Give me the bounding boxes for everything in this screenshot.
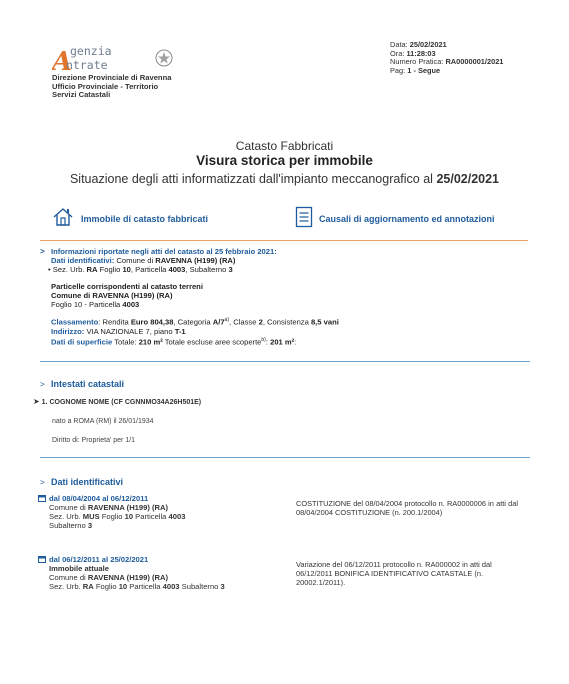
entry-subalterno-label: Subalterno — [181, 582, 219, 591]
dati-label: Dati identificativi: — [51, 256, 115, 265]
arrow-right-icon: ➤ — [33, 397, 40, 406]
classamento-text: : Rendita — [98, 317, 129, 327]
dati-comune: RAVENNA (H199) (RA) — [155, 256, 236, 265]
entry-sez-value: RA — [82, 582, 94, 591]
entry-foglio-value: 10 — [118, 582, 128, 591]
agenzia-entrate-logo — [52, 44, 177, 74]
classamento-line — [40, 316, 530, 327]
indirizzo-label: Indirizzo: — [51, 326, 85, 336]
info-section — [40, 247, 530, 346]
entry-immobile-attuale: Immobile attuale — [49, 564, 109, 573]
categoria-value: A/7 — [212, 317, 225, 327]
section-nav — [52, 204, 532, 232]
intestatario-diritto: Diritto di: Proprieta' per 1/1 — [52, 437, 136, 444]
consistenza-label: , Consistenza — [262, 317, 309, 327]
entry-particella-value: 4003 — [162, 582, 180, 591]
office-line: Servizi Catastali — [52, 90, 111, 100]
subalterno-label: , Subalterno — [185, 265, 227, 274]
terreni-foglio-value: 10 — [73, 300, 83, 309]
terreni-comune: Comune di RAVENNA (H199) (RA) — [51, 291, 173, 300]
entry-sez-label: Sez. Urb. — [49, 582, 81, 591]
divider — [40, 457, 530, 458]
history-entry-causale: COSTITUZIONE del 08/04/2004 protocollo n. RA0000006 in atti dal 08/04/2004 COSTITUZIONE (n. 200.1/2004) — [296, 499, 518, 517]
superficie-colon: : — [265, 337, 268, 347]
document-list-icon — [295, 206, 313, 228]
document-situation — [0, 172, 569, 186]
intestati-heading[interactable] — [40, 374, 124, 392]
history-entry — [38, 555, 288, 591]
entry-foglio-value: 10 — [124, 512, 134, 521]
data-label: Data: — [390, 40, 408, 49]
entry-particella-label: Particella — [129, 582, 161, 591]
entry-particella-value: 4003 — [168, 512, 186, 521]
foglio-label: Foglio — [99, 265, 121, 274]
office-block — [52, 74, 171, 100]
causali-link[interactable]: Causali di aggiornamento ed annotazioni — [319, 214, 495, 224]
entry-comune-label: Comune di — [49, 503, 86, 512]
pag-label: Pag: — [390, 65, 406, 75]
entry-subalterno-value: 3 — [220, 582, 225, 591]
categoria-note: a) — [224, 317, 230, 323]
house-icon — [52, 206, 74, 228]
pag-value: 1 - Segue — [407, 65, 441, 75]
divider — [40, 361, 530, 362]
rendita-value: Euro 804,38 — [130, 317, 174, 327]
terreni-foglio-line — [40, 300, 530, 309]
classamento-label: Classamento — [51, 317, 99, 327]
entry-particella-label: Particella — [135, 512, 167, 521]
superficie-line — [40, 336, 530, 347]
numero-label: Numero Pratica: — [390, 57, 444, 67]
terreni-particella-label: - Particella — [84, 300, 121, 309]
sez-line — [40, 265, 530, 274]
superficie-totale-label: Totale: — [114, 337, 137, 347]
document-subtitle: Catasto Fabbricati — [235, 139, 334, 153]
info-heading: Informazioni riportate negli atti del catasto al 25 febbraio 2021: — [51, 247, 277, 256]
history-entry-causale: Variazione del 06/12/2011 protocollo n. RA000002 in atti dal 06/12/2011 BONIFICA IDENTIFICATIVO CATASTALE (n. 20002.1/2011). — [296, 560, 492, 587]
indirizzo-line — [40, 327, 530, 336]
superficie-totale-value: 210 m² — [138, 337, 163, 347]
superficie-end: : — [294, 337, 297, 347]
immobile-link[interactable]: Immobile di catasto fabbricati — [81, 214, 209, 224]
terreni-foglio-label: Foglio — [51, 300, 72, 309]
data-value: 25/02/2021 — [409, 40, 447, 49]
superficie-note: b) — [261, 336, 266, 343]
particella-value: 4003 — [168, 265, 186, 274]
chevron-right-icon: > — [40, 478, 45, 487]
numero-value: RA0000001/2021 — [445, 57, 504, 67]
situation-text: Situazione degli atti informatizzati dall'impianto meccanografico al — [69, 172, 433, 186]
svg-text:ntrate: ntrate — [66, 58, 108, 72]
entry-sez-value: MUS — [82, 512, 100, 521]
chevron-right-icon: > — [40, 247, 45, 256]
sez-prefix: • Sez. Urb. — [48, 265, 85, 274]
subalterno-value: 3 — [228, 265, 233, 274]
dati-text: Comune di — [116, 256, 154, 265]
logo-initial: A — [52, 47, 73, 74]
document-title: Visura storica per immobile — [196, 153, 373, 168]
entry-comune-value: RAVENNA (H199) (RA) — [87, 503, 169, 512]
sez-value: RA — [86, 265, 98, 274]
particella-label: , Particella — [130, 265, 167, 274]
entry-foglio-label: Foglio — [101, 512, 123, 521]
emblem-icon — [156, 50, 172, 66]
entry-subalterno-label: Subalterno — [49, 521, 86, 530]
history-entry — [38, 494, 278, 530]
categoria-label: , Categoria — [173, 317, 211, 327]
intestatario-text: 1. COGNOME NOME (CF CGNNMO34A26H501E) — [41, 399, 202, 406]
terreni-heading: Particelle corrispondenti al catasto terreni — [51, 282, 203, 291]
classe-value: 2 — [258, 317, 263, 327]
entry-comune-value: RAVENNA (H199) (RA) — [87, 573, 169, 582]
consistenza-value: 8,5 vani — [310, 317, 339, 327]
dati-identificativi-heading-label: Dati identificativi — [51, 477, 124, 487]
superficie-escluse-value: 201 m² — [270, 337, 295, 347]
classe-label: , Classe — [229, 317, 257, 327]
indirizzo-piano: T-1 — [174, 326, 186, 336]
ora-value: 11:28:03 — [406, 48, 436, 58]
office-line: Direzione Provinciale di Ravenna — [52, 73, 172, 82]
entry-subalterno-value: 3 — [87, 521, 93, 530]
entry-period: dal 06/12/2011 al 25/02/2021 — [49, 555, 149, 564]
foglio-value: 10 — [122, 265, 131, 274]
intestatario-nato: nato a ROMA (RM) il 26/01/1934 — [52, 418, 154, 425]
entry-comune-label: Comune di — [49, 573, 86, 582]
calendar-icon — [38, 555, 46, 563]
entry-sez-label: Sez. Urb. — [49, 512, 81, 521]
office-line: Ufficio Provinciale - Territorio — [52, 81, 159, 91]
intestati-heading-label: Intestati catastali — [51, 379, 125, 389]
terreni-particella-value: 4003 — [122, 300, 140, 309]
dati-identificativi-heading[interactable] — [40, 472, 123, 490]
entry-foglio-label: Foglio — [95, 582, 117, 591]
chevron-right-icon: > — [40, 380, 45, 389]
svg-text:genzia: genzia — [70, 44, 112, 58]
divider — [40, 240, 528, 241]
superficie-escluse-label: Totale escluse aree scoperte — [164, 337, 262, 347]
intestatario-name — [33, 397, 201, 407]
document-meta — [390, 41, 503, 75]
superficie-label: Dati di superficie — [51, 337, 113, 347]
calendar-icon — [38, 494, 46, 502]
ora-label: Ora: — [390, 48, 405, 58]
situation-date: 25/02/2021 — [436, 172, 500, 186]
indirizzo-text: VIA NAZIONALE 7, piano — [86, 326, 173, 336]
entry-period: dal 08/04/2004 al 06/12/2011 — [49, 494, 149, 503]
